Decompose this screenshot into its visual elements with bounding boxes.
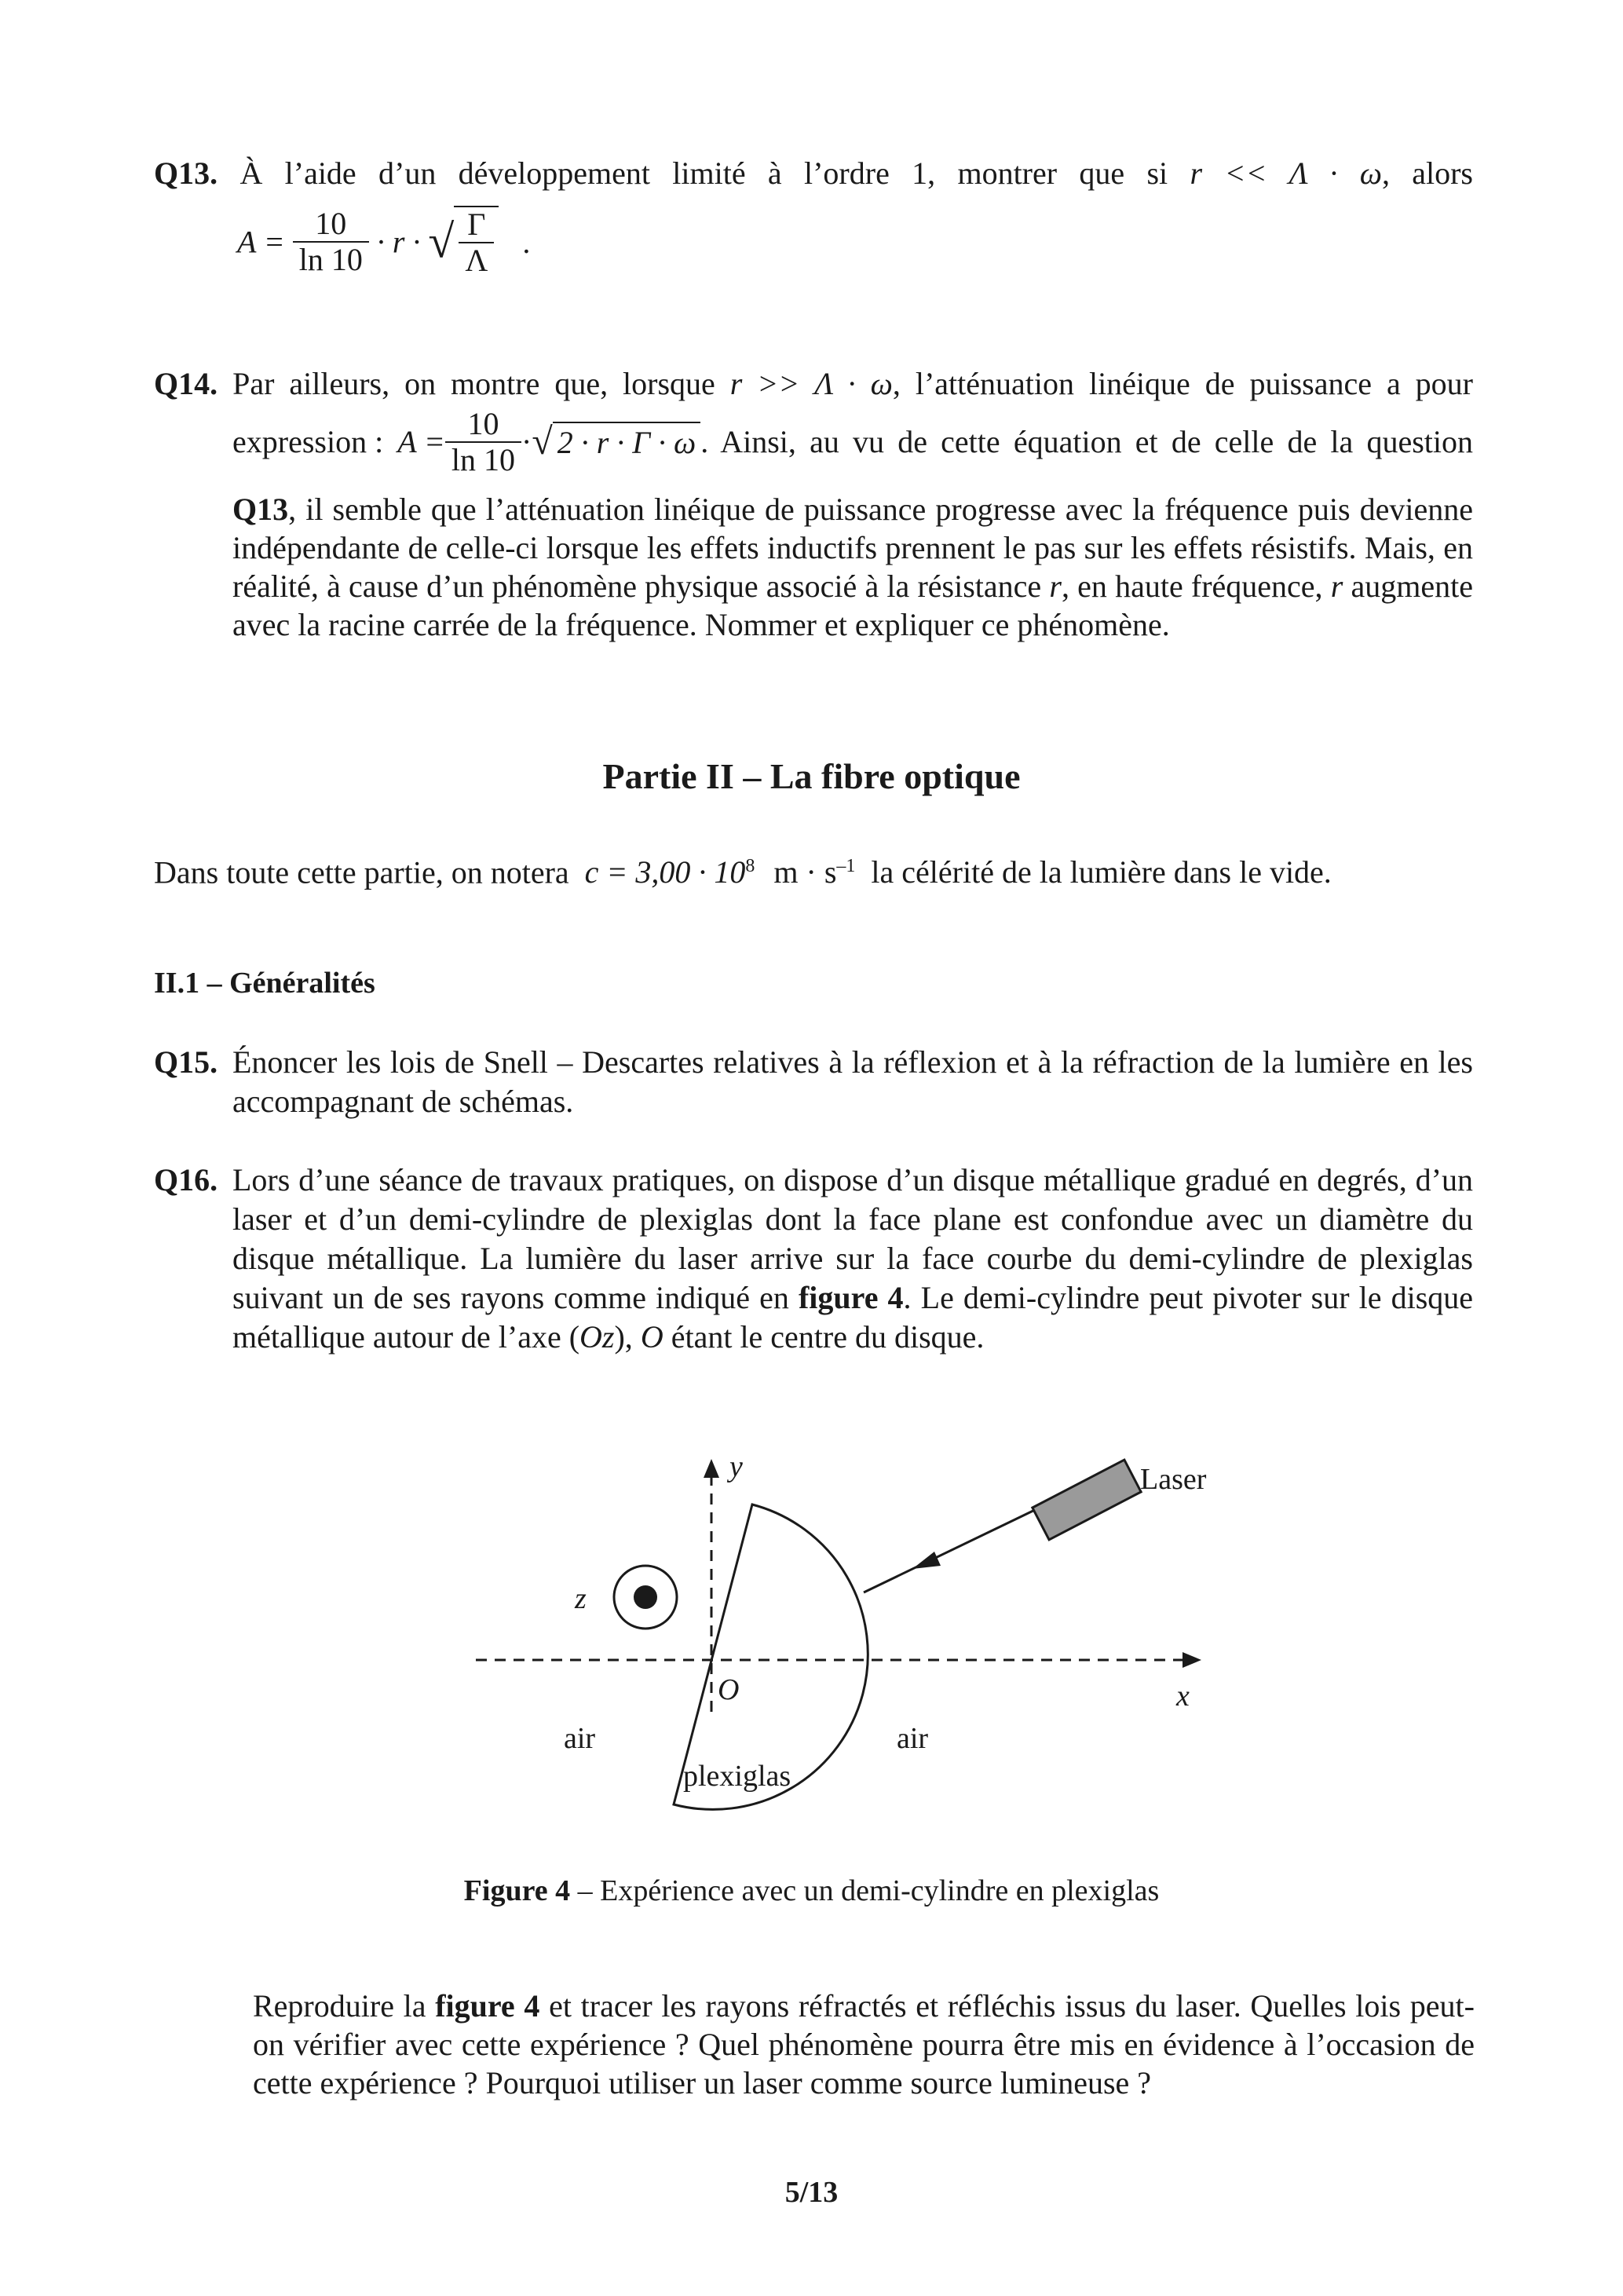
intro-math: c = 3,00 · 10: [584, 854, 746, 890]
intro-unit: m · s: [773, 854, 837, 890]
q15-text: Énoncer les lois de Snell – Descartes relatives à la réflexion et à la réfraction de la lumière en les accompagnant de schémas.: [232, 1044, 1473, 1119]
q14-line2-a: expression :: [232, 424, 384, 459]
label-z: z: [575, 1582, 587, 1615]
figure-caption: [0, 1874, 1623, 1908]
label-plexiglas: plexiglas: [683, 1760, 791, 1793]
q15-label: Q15.: [154, 1044, 218, 1080]
laser-beam-arrow-icon: [912, 1552, 941, 1569]
caption-bold: Figure 4: [463, 1874, 571, 1907]
followup-a: Reproduire la: [253, 1988, 426, 2024]
caption-text: – Expérience avec un demi-cylindre en plexiglas: [577, 1874, 1160, 1907]
q13-tail: , alors: [1381, 155, 1474, 191]
q16-fig-ref: figure 4: [798, 1280, 904, 1315]
q14-line1-b: , l’atténuation linéique de puissance a pour: [892, 366, 1474, 401]
q16-text-d: étant le centre du disque.: [671, 1319, 985, 1355]
q14-ref: Q13: [232, 492, 289, 527]
q16-text-c: ),: [614, 1319, 633, 1355]
q13-text: À l’aide d’un développement limité à l’ordre 1, montrer que si: [239, 155, 1168, 191]
q14-sqrt-content: 2 · r · Γ · ω: [557, 425, 696, 460]
q14-formula-lhs: A =: [397, 424, 445, 459]
q14-formula-dot: ·: [521, 424, 532, 459]
intro-a: Dans toute cette partie, on notera: [154, 854, 569, 890]
z-axis-dot-icon: [634, 1585, 657, 1609]
laser-icon: [1033, 1460, 1141, 1540]
label-x: x: [1176, 1680, 1190, 1713]
q14-formula-den: ln 10: [451, 442, 516, 477]
q13-label: Q13.: [154, 155, 218, 191]
intro-b: la célérité de la lumière dans le vide.: [871, 854, 1332, 890]
page-number: 5/13: [784, 2176, 839, 2209]
q14-body-c: augmente avec la racine carrée de la fréquence. Nommer et expliquer ce phénomène.: [232, 569, 1474, 642]
label-air-left: air: [564, 1722, 596, 1755]
q14-var-r: r: [1049, 569, 1062, 604]
q13-sqrt-den: Λ: [465, 243, 488, 278]
q14-body-a: , il semble que l’atténuation linéique de puissance progresse avec la fréquence puis devienne indépendante de celle-ci lorsque les effets inductifs prennent le pas sur les effets résistifs. Mais, en réalité, à cause d’un phénomène physique associé à la résistance: [232, 492, 1473, 604]
label-o: O: [718, 1673, 740, 1706]
q16-text-b: . Le demi-cylindre peut pivoter sur le disque métallique autour de l’axe (: [232, 1280, 1474, 1355]
q14-label: Q14.: [154, 366, 218, 401]
intro-exp: 8: [745, 856, 755, 876]
q14-formula-num: 10: [445, 407, 521, 443]
y-axis-arrow-icon: [704, 1459, 719, 1478]
q16-origin: O: [640, 1319, 663, 1355]
q16-text-a: Lors d’une séance de travaux pratiques, on dispose d’un disque métallique gradué en degrés, d’un laser et d’un demi-cylindre de plexiglas dont la face plane est confondue avec un diamètre du disque métallique. La lumière du laser arrive sur la face courbe du demi-cylindre de plexiglas suivant un de ses rayons comme indiqué en: [232, 1162, 1473, 1315]
q14-body-b: , en haute fréquence,: [1061, 569, 1323, 604]
label-laser: Laser: [1140, 1463, 1207, 1496]
q13-condition: r << Λ · ω: [1190, 155, 1382, 191]
followup-b: et tracer les rayons réfractés et réfléchis issus du laser. Quelles lois peut-on vérifier avec cette expérience ? Quel phénomène pourra être mis en évidence à l’occasion de cette expérience ? Pourquoi utiliser un laser comme source lumineuse ?: [253, 1988, 1475, 2100]
q16-axis: Oz: [579, 1319, 615, 1355]
q13-formula-end: .: [522, 224, 531, 260]
intro-unit-exp: –1: [836, 856, 856, 876]
q13-formula-den: ln 10: [298, 242, 363, 277]
sqrt-radical-icon: √: [428, 215, 455, 268]
q14-var-r2: r: [1330, 569, 1343, 604]
label-y: y: [729, 1450, 743, 1483]
label-air-right: air: [897, 1722, 929, 1755]
part-title: Partie II – La fibre optique: [602, 756, 1021, 796]
q14-line2-b: . Ainsi, au vu de cette équation et de celle de la question: [700, 424, 1473, 459]
q13-sqrt-num: Γ: [459, 207, 494, 243]
q14-condition: r >> Λ · ω: [729, 366, 893, 401]
q13-formula-mid: · r ·: [376, 224, 421, 260]
q16-label: Q16.: [154, 1162, 218, 1197]
q13-formula-num: 10: [293, 207, 369, 243]
x-axis-arrow-icon: [1183, 1652, 1201, 1668]
q13-formula-lhs: A =: [237, 224, 285, 260]
section-title: II.1 – Généralités: [154, 967, 375, 1000]
laser-beam: [864, 1508, 1040, 1592]
sqrt-radical-icon: √: [532, 421, 553, 462]
q14-line1-a: Par ailleurs, on montre que, lorsque: [232, 366, 715, 401]
followup-paragraph: [253, 1987, 1475, 2102]
followup-fig-ref: figure 4: [435, 1988, 540, 2024]
